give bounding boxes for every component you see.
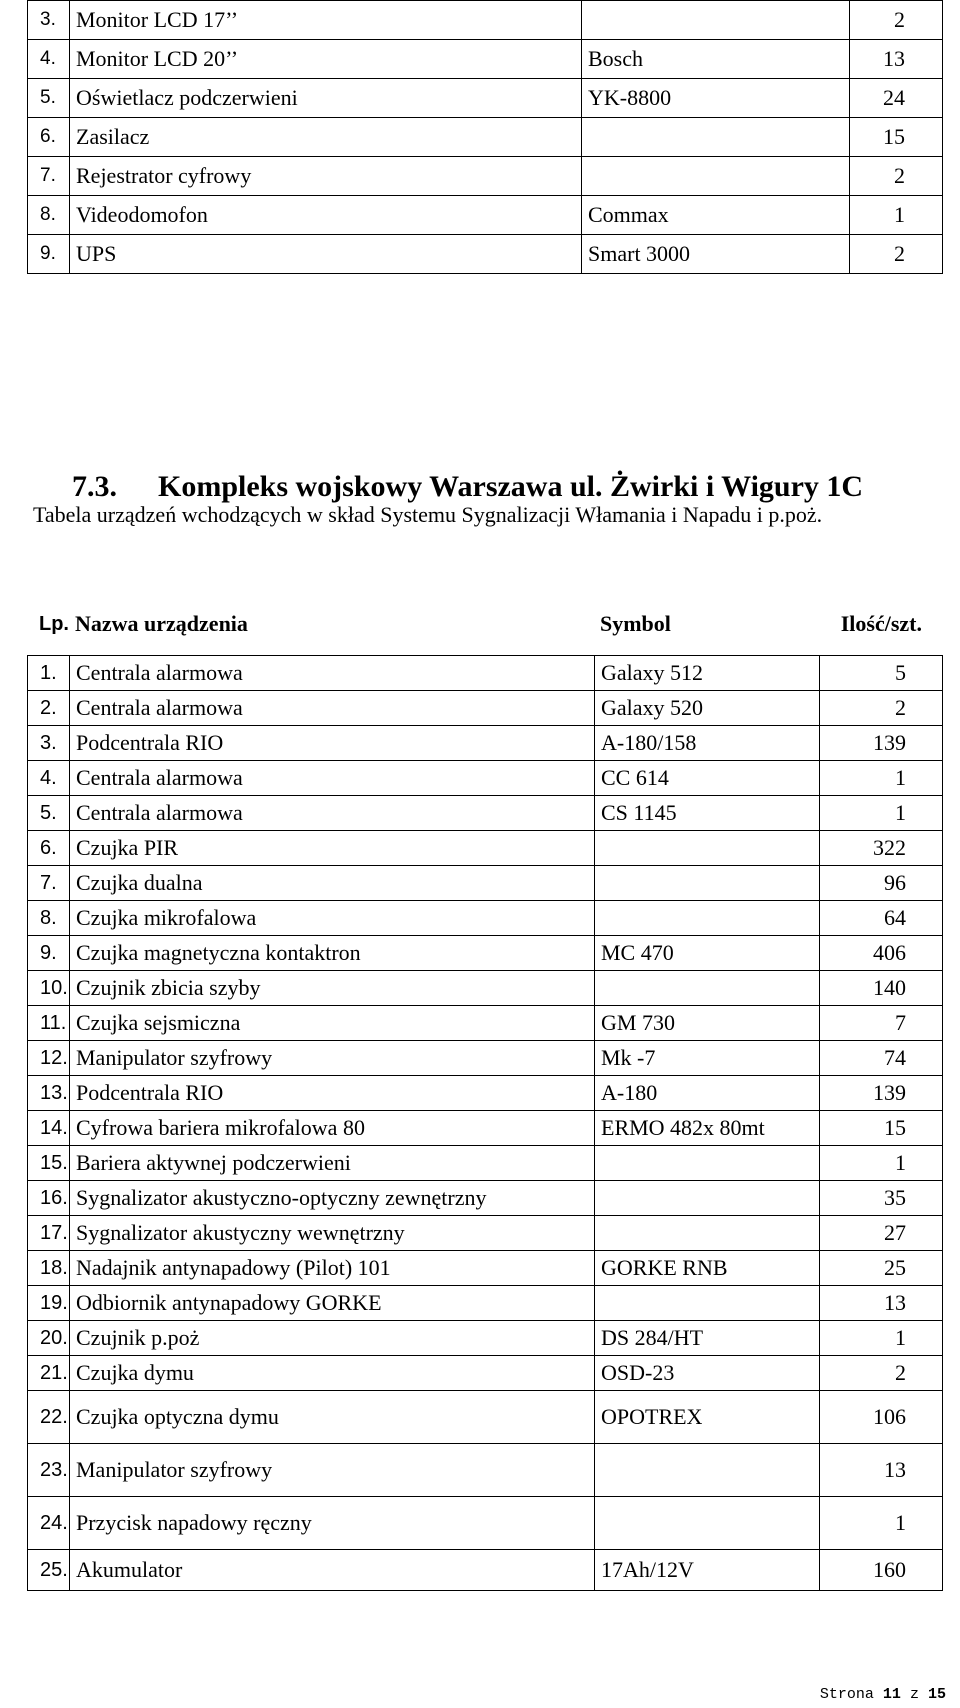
row-name: Czujka mikrofalowa: [70, 901, 595, 936]
row-symbol: OPOTREX: [595, 1391, 820, 1444]
row-symbol: A-180: [595, 1076, 820, 1111]
row-symbol: [595, 1146, 820, 1181]
row-qty: 1: [850, 196, 943, 235]
row-name: Videodomofon: [70, 196, 582, 235]
row-symbol: [595, 1181, 820, 1216]
row-qty: 1: [820, 1497, 943, 1550]
table-row: [28, 1041, 943, 1076]
row-qty: 74: [820, 1041, 943, 1076]
row-lp: 24.: [28, 1497, 70, 1550]
table-row: [28, 1550, 943, 1591]
table-row: [28, 726, 943, 761]
table-row: [28, 936, 943, 971]
header-lp: Lp.: [39, 612, 69, 635]
row-qty: 2: [820, 691, 943, 726]
row-qty: 2: [850, 157, 943, 196]
row-symbol: [595, 866, 820, 901]
table-row: [28, 1006, 943, 1041]
row-lp: 8.: [28, 901, 70, 936]
row-lp: 5.: [28, 79, 70, 118]
row-name: Rejestrator cyfrowy: [70, 157, 582, 196]
row-symbol: CC 614: [595, 761, 820, 796]
row-qty: 106: [820, 1391, 943, 1444]
row-name: Czujka dymu: [70, 1356, 595, 1391]
row-name: Centrala alarmowa: [70, 796, 595, 831]
header-qty: Ilość/szt.: [840, 611, 922, 636]
row-qty: 13: [850, 40, 943, 79]
row-name: Przycisk napadowy ręczny: [70, 1497, 595, 1550]
row-name: Manipulator szyfrowy: [70, 1041, 595, 1076]
row-lp: 8.: [28, 196, 70, 235]
row-symbol: Commax: [582, 196, 850, 235]
table-row: [28, 1497, 943, 1550]
row-symbol: [595, 831, 820, 866]
row-name: Nadajnik antynapadowy (Pilot) 101: [70, 1251, 595, 1286]
table-row: [28, 196, 943, 235]
footer-label: Strona: [819, 1686, 874, 1703]
row-lp: 17.: [28, 1216, 70, 1251]
row-lp: 20.: [28, 1321, 70, 1356]
row-lp: 18.: [28, 1251, 70, 1286]
header-name: Nazwa urządzenia: [75, 611, 248, 636]
row-name: Sygnalizator akustyczno-optyczny zewnętrzny: [70, 1181, 595, 1216]
row-symbol: Mk -7: [595, 1041, 820, 1076]
row-qty: 5: [820, 656, 943, 691]
table-row: [28, 1286, 943, 1321]
table-row: [28, 157, 943, 196]
row-symbol: [595, 971, 820, 1006]
row-name: Cyfrowa bariera mikrofalowa 80: [70, 1111, 595, 1146]
table-row: [28, 1181, 943, 1216]
row-qty: 1: [820, 1321, 943, 1356]
table-row: [28, 118, 943, 157]
table-row: [28, 691, 943, 726]
row-qty: 1: [820, 796, 943, 831]
row-qty: 1: [820, 761, 943, 796]
row-name: Czujka PIR: [70, 831, 595, 866]
row-symbol: OSD-23: [595, 1356, 820, 1391]
row-name: Monitor LCD 20’’: [70, 40, 582, 79]
table-row: [28, 761, 943, 796]
row-lp: 9.: [28, 235, 70, 274]
row-lp: 10.: [28, 971, 70, 1006]
row-lp: 9.: [28, 936, 70, 971]
row-qty: 7: [820, 1006, 943, 1041]
row-qty: 27: [820, 1216, 943, 1251]
header-symbol: Symbol: [600, 611, 671, 636]
row-qty: 25: [820, 1251, 943, 1286]
table-row: [28, 971, 943, 1006]
section-number: 7.3.: [72, 470, 117, 503]
row-lp: 13.: [28, 1076, 70, 1111]
table-row: [28, 235, 943, 274]
table-row: [28, 656, 943, 691]
row-name: Podcentrala RIO: [70, 726, 595, 761]
row-qty: 406: [820, 936, 943, 971]
row-symbol: DS 284/HT: [595, 1321, 820, 1356]
row-symbol: Galaxy 520: [595, 691, 820, 726]
row-symbol: [582, 1, 850, 40]
row-symbol: [595, 1497, 820, 1550]
row-qty: 2: [820, 1356, 943, 1391]
section-subtitle: Tabela urządzeń wchodzących w skład Systemu Sygnalizacji Włamania i Napadu i p.poż.: [33, 502, 823, 527]
table-row: [28, 796, 943, 831]
row-name: Odbiornik antynapadowy GORKE: [70, 1286, 595, 1321]
row-symbol: 17Ah/12V: [595, 1550, 820, 1591]
row-lp: 19.: [28, 1286, 70, 1321]
row-name: Manipulator szyfrowy: [70, 1444, 595, 1497]
equipment-table: [27, 655, 943, 1591]
row-name: Akumulator: [70, 1550, 595, 1591]
row-symbol: [595, 901, 820, 936]
row-symbol: Galaxy 512: [595, 656, 820, 691]
row-lp: 11.: [28, 1006, 70, 1041]
row-lp: 3.: [28, 1, 70, 40]
row-lp: 4.: [28, 761, 70, 796]
row-qty: 35: [820, 1181, 943, 1216]
row-name: Czujka magnetyczna kontaktron: [70, 936, 595, 971]
row-symbol: Smart 3000: [582, 235, 850, 274]
table-row: [28, 1444, 943, 1497]
row-name: UPS: [70, 235, 582, 274]
top-equipment-table: [27, 0, 943, 274]
row-symbol: GM 730: [595, 1006, 820, 1041]
row-qty: 139: [820, 1076, 943, 1111]
table-row: [28, 1111, 943, 1146]
row-name: Czujnik zbicia szyby: [70, 971, 595, 1006]
table-row: [28, 1216, 943, 1251]
footer-total: 15: [927, 1686, 946, 1703]
row-qty: 64: [820, 901, 943, 936]
row-lp: 14.: [28, 1111, 70, 1146]
row-qty: 15: [850, 118, 943, 157]
table-row: [28, 1146, 943, 1181]
row-name: Bariera aktywnej podczerwieni: [70, 1146, 595, 1181]
row-qty: 96: [820, 866, 943, 901]
row-lp: 1.: [28, 656, 70, 691]
footer-of: z: [909, 1686, 919, 1703]
row-qty: 13: [820, 1286, 943, 1321]
table-row: [28, 79, 943, 118]
footer-page: 11: [882, 1686, 901, 1703]
row-qty: 1: [820, 1146, 943, 1181]
row-qty: 2: [850, 1, 943, 40]
row-lp: 23.: [28, 1444, 70, 1497]
row-name: Czujka dualna: [70, 866, 595, 901]
row-symbol: YK-8800: [582, 79, 850, 118]
table-row: [28, 901, 943, 936]
row-lp: 22.: [28, 1391, 70, 1444]
row-qty: 13: [820, 1444, 943, 1497]
row-lp: 16.: [28, 1181, 70, 1216]
table-row: [28, 1076, 943, 1111]
row-symbol: [582, 157, 850, 196]
row-lp: 25.: [28, 1550, 70, 1591]
table-row: [28, 1356, 943, 1391]
row-name: Podcentrala RIO: [70, 1076, 595, 1111]
row-symbol: [595, 1444, 820, 1497]
row-symbol: [595, 1286, 820, 1321]
row-qty: 160: [820, 1550, 943, 1591]
row-lp: 7.: [28, 866, 70, 901]
row-qty: 140: [820, 971, 943, 1006]
row-qty: 2: [850, 235, 943, 274]
row-lp: 3.: [28, 726, 70, 761]
row-name: Czujnik p.poż: [70, 1321, 595, 1356]
row-lp: 15.: [28, 1146, 70, 1181]
row-lp: 2.: [28, 691, 70, 726]
row-symbol: A-180/158: [595, 726, 820, 761]
table-row: [28, 831, 943, 866]
row-name: Czujka sejsmiczna: [70, 1006, 595, 1041]
table-row: [28, 1251, 943, 1286]
page-footer: [820, 1686, 946, 1703]
row-symbol: MC 470: [595, 936, 820, 971]
row-lp: 7.: [28, 157, 70, 196]
row-lp: 12.: [28, 1041, 70, 1076]
table-row: [28, 1321, 943, 1356]
section-title: Kompleks wojskowy Warszawa ul. Żwirki i Wigury 1C: [158, 470, 864, 503]
row-name: Sygnalizator akustyczny wewnętrzny: [70, 1216, 595, 1251]
table-row: [28, 40, 943, 79]
row-symbol: [595, 1216, 820, 1251]
row-symbol: CS 1145: [595, 796, 820, 831]
row-symbol: GORKE RNB: [595, 1251, 820, 1286]
row-lp: 5.: [28, 796, 70, 831]
row-symbol: Bosch: [582, 40, 850, 79]
table-row: [28, 1391, 943, 1444]
row-qty: 15: [820, 1111, 943, 1146]
row-name: Oświetlacz podczerwieni: [70, 79, 582, 118]
row-name: Monitor LCD 17’’: [70, 1, 582, 40]
table-row: [28, 1, 943, 40]
table-header: [27, 594, 942, 654]
row-name: Centrala alarmowa: [70, 761, 595, 796]
row-symbol: ERMO 482x 80mt: [595, 1111, 820, 1146]
row-lp: 6.: [28, 118, 70, 157]
row-lp: 21.: [28, 1356, 70, 1391]
row-name: Czujka optyczna dymu: [70, 1391, 595, 1444]
row-name: Centrala alarmowa: [70, 656, 595, 691]
row-qty: 322: [820, 831, 943, 866]
row-qty: 24: [850, 79, 943, 118]
row-lp: 4.: [28, 40, 70, 79]
row-lp: 6.: [28, 831, 70, 866]
row-qty: 139: [820, 726, 943, 761]
table-row: [28, 866, 943, 901]
row-name: Centrala alarmowa: [70, 691, 595, 726]
row-symbol: [582, 118, 850, 157]
row-name: Zasilacz: [70, 118, 582, 157]
